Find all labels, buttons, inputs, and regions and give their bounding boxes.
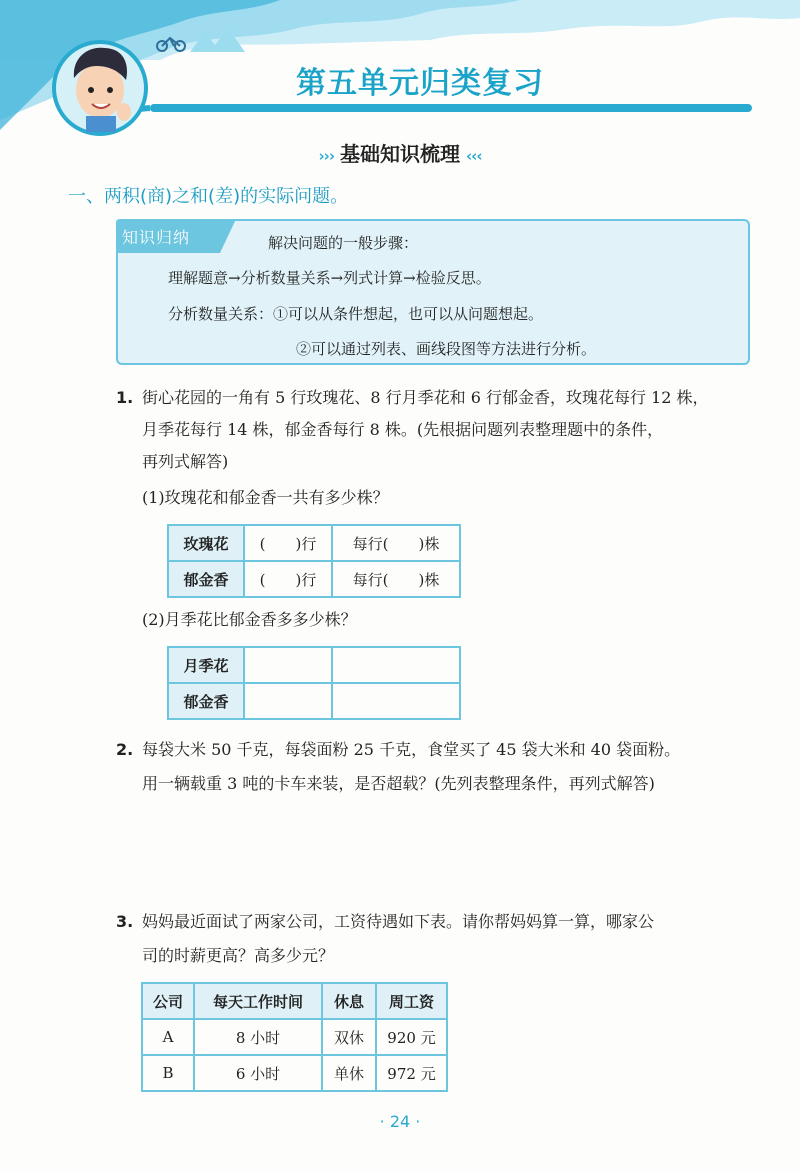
problem-3-line-2: 司的时薪更高？高多少元？ bbox=[142, 946, 335, 965]
table-cell-blank[interactable] bbox=[244, 683, 332, 719]
table-row bbox=[168, 647, 460, 683]
page-title: 第五单元归类复习 bbox=[296, 66, 544, 101]
table-cell-label: 玫瑰花 bbox=[168, 525, 244, 561]
table-header-cell: 公司 bbox=[142, 983, 194, 1019]
knowledge-line-2: 理解题意→分析数量关系→列式计算→检验反思。 bbox=[168, 269, 491, 287]
table-cell-blank[interactable]: 每行( )株 bbox=[332, 561, 460, 597]
table-cell: 6 小时 bbox=[194, 1055, 322, 1091]
table-row bbox=[168, 525, 460, 561]
table-cell: 8 小时 bbox=[194, 1019, 322, 1055]
problem-2-line-1: 每袋大米 50 千克，每袋面粉 25 千克，食堂买了 45 袋大米和 40 袋面粉。 bbox=[142, 740, 681, 759]
table-cell-blank[interactable]: 每行( )株 bbox=[332, 525, 460, 561]
table-header-cell: 每天工作时间 bbox=[194, 983, 322, 1019]
problem-2-line-2: 用一辆载重 3 吨的卡车来装，是否超载？(先列表整理条件，再列式解答) bbox=[142, 774, 655, 793]
problem-1-number: 1. bbox=[116, 388, 134, 407]
table-row bbox=[142, 1055, 447, 1091]
table-3 bbox=[141, 982, 448, 1092]
table-cell: B bbox=[142, 1055, 194, 1091]
table-cell: 972 元 bbox=[376, 1055, 447, 1091]
problem-3-number: 3. bbox=[116, 912, 134, 931]
knowledge-line-4: ②可以通过列表、画线段图等方法进行分析。 bbox=[296, 340, 597, 358]
section-title-text: 基础知识梳理 bbox=[340, 142, 460, 166]
problem-1-line-3: 再列式解答) bbox=[142, 452, 229, 471]
knowledge-tag: 知识归纳 bbox=[122, 228, 191, 247]
table-cell: 单休 bbox=[322, 1055, 376, 1091]
table-header-row bbox=[142, 983, 447, 1019]
table-row bbox=[142, 1019, 447, 1055]
table-cell: A bbox=[142, 1019, 194, 1055]
table-cell-label: 郁金香 bbox=[168, 683, 244, 719]
chevrons-right-icon: ‹‹‹ bbox=[466, 147, 482, 165]
table-2 bbox=[167, 646, 461, 720]
page-number: · 24 · bbox=[379, 1112, 421, 1131]
problem-1-question-2: (2)月季花比郁金香多多少株？ bbox=[142, 610, 357, 629]
table-cell-blank[interactable]: ( )行 bbox=[244, 561, 332, 597]
knowledge-line-1: 解决问题的一般步骤： bbox=[268, 234, 419, 252]
problem-3-line-1: 妈妈最近面试了两家公司，工资待遇如下表。请你帮妈妈算一算，哪家公 bbox=[142, 912, 655, 931]
table-cell-blank[interactable] bbox=[332, 647, 460, 683]
problem-1-line-1: 街心花园的一角有 5 行玫瑰花、8 行月季花和 6 行郁金香，玫瑰花每行 12 株， bbox=[142, 388, 709, 407]
heading-1: 一、两积(商)之和(差)的实际问题。 bbox=[68, 186, 349, 207]
table-cell: 双休 bbox=[322, 1019, 376, 1055]
chevrons-left-icon: ››› bbox=[318, 147, 334, 165]
table-cell-label: 月季花 bbox=[168, 647, 244, 683]
table-row bbox=[168, 561, 460, 597]
knowledge-line-3: 分析数量关系：①可以从条件想起，也可以从问题想起。 bbox=[168, 305, 544, 323]
table-cell-blank[interactable]: ( )行 bbox=[244, 525, 332, 561]
table-1 bbox=[167, 524, 461, 598]
table-cell-label: 郁金香 bbox=[168, 561, 244, 597]
problem-1-line-2: 月季花每行 14 株，郁金香每行 8 株。(先根据问题列表整理题中的条件， bbox=[142, 420, 664, 439]
table-header-cell: 休息 bbox=[322, 983, 376, 1019]
problem-2-number: 2. bbox=[116, 740, 134, 759]
table-row bbox=[168, 683, 460, 719]
table-cell-blank[interactable] bbox=[244, 647, 332, 683]
section-title bbox=[0, 138, 800, 167]
table-cell-blank[interactable] bbox=[332, 683, 460, 719]
problem-1-question-1: (1)玫瑰花和郁金香一共有多少株？ bbox=[142, 488, 389, 507]
table-cell: 920 元 bbox=[376, 1019, 447, 1055]
table-header-cell: 周工资 bbox=[376, 983, 447, 1019]
